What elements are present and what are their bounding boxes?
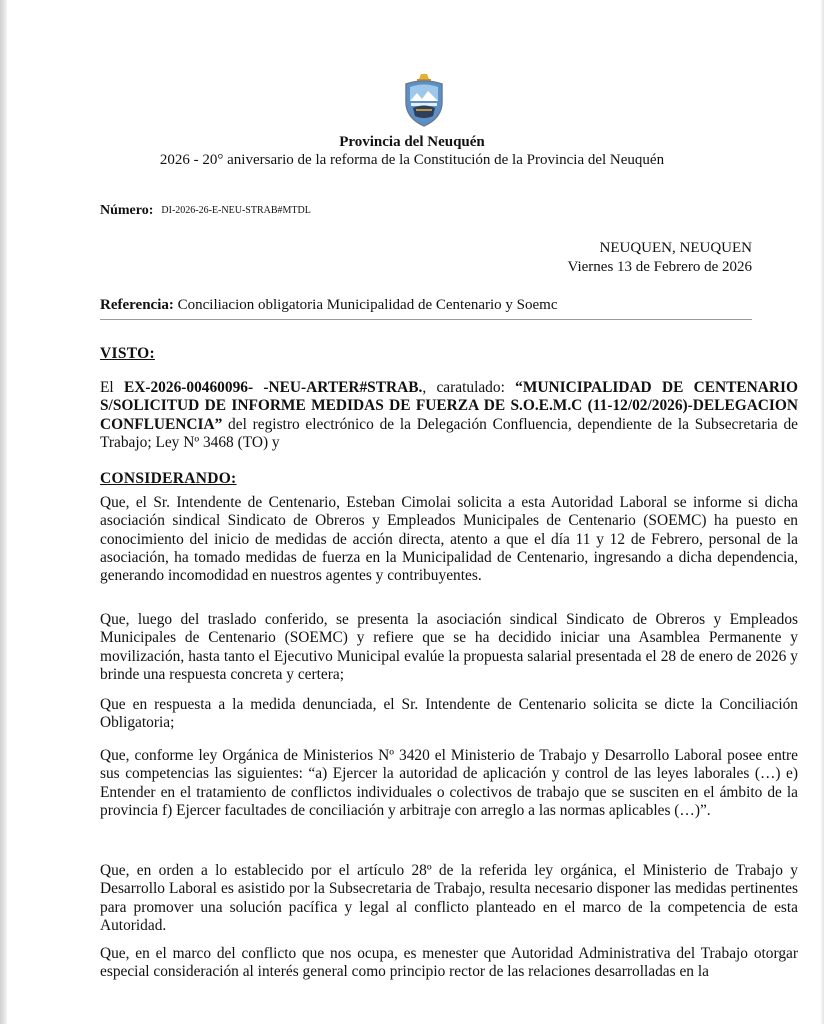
document-number-label: Número: — [100, 203, 154, 218]
province-title: Provincia del Neuquén — [339, 134, 485, 150]
document-number — [100, 203, 311, 219]
document-number-value: DI-2026-26-E-NEU-STRAB#MTDL — [161, 205, 311, 216]
considerando-paragraph-1: Que, el Sr. Intendente de Centenario, Esteban Cimolai solicita a esta Autoridad Laboral se informe si dicha asociación sindical Sindicato de Obreros y Empleados Municipales de Centenario (SOEMC) ha puesto en conocimiento del inicio de medidas de acción directa, atento a que el día 11 y 12 de Febrero, personal de la asociación, ha tomado medidas de fuerza en la Municipalidad de Centenario, ingresando a dicha dependencia, generando incomodidad en nuestros agentes y contribuyentes. — [100, 494, 798, 585]
considerando-paragraph-6: Que, en el marco del conflicto que nos ocupa, es menester que Autoridad Administrativa del Trabajo otorgar especial consideración al interés general como principio rector de las relaciones desarrolladas en la — [100, 945, 798, 981]
visto-heading: VISTO: — [100, 345, 155, 362]
considerando-heading: CONSIDERANDO: — [100, 470, 237, 487]
document-location: NEUQUEN, NEUQUEN — [599, 240, 752, 256]
reference-divider — [100, 319, 752, 320]
expediente-caption: “MUNICIPALIDAD DE CENTENARIO S/SOLICITUD DE INFORME MEDIDAS DE FUERZA DE S.O.E.M.C (11-12/02/2026)-DELEGACION CONFLUENCIA” — [100, 379, 798, 433]
visto-text-2: , caratulado: — [422, 379, 516, 396]
referencia-label: Referencia: — [100, 297, 174, 313]
considerando-paragraph-5: Que, en orden a lo establecido por el artículo 28º de la referida ley orgánica, el Ministerio de Trabajo y Desarrollo Laboral es asistido por la Subsecretaria de Trabajo, resulta necesario disponer las medidas pertinentes para promover una solución pacífica y legal al conflicto planteado en el marco de la competencia de esta Autoridad. — [100, 862, 798, 934]
referencia-line — [100, 297, 558, 314]
document-date: Viernes 13 de Febrero de 2026 — [567, 259, 752, 275]
visto-text-1: El — [100, 379, 124, 396]
referencia-text: Conciliacion obligatoria Municipalidad de Centenario y Soemc — [177, 297, 558, 313]
anniversary-subtitle: 2026 - 20° aniversario de la reforma de la Constitución de la Provincia del Neuquén — [159, 152, 665, 168]
visto-paragraph — [100, 379, 798, 452]
expediente-number: EX-2026-00460096- -NEU-ARTER#STRAB. — [123, 379, 423, 396]
considerando-paragraph-3: Que en respuesta a la medida denunciada, el Sr. Intendente de Centenario solicita se dicte la Conciliación Obligatoria; — [100, 696, 798, 732]
visto-text-3: del registro electrónico de la Delegación Confluencia, dependiente de la Subsecretaria de Trabajo; Ley Nº 3468 (TO) y — [100, 415, 798, 451]
neuquen-coat-of-arms-logo — [400, 72, 448, 128]
considerando-paragraph-4: Que, conforme ley Orgánica de Ministerios Nº 3420 el Ministerio de Trabajo y Desarrollo Laboral posee entre sus competencias las siguientes: “a) Ejercer la autoridad de aplicación y control de las leyes laborales (…) e) Entender en el tratamiento de conflictos individuales o colectivos de trabajo que se susciten en el ámbito de la provincia f) Ejercer facultades de conciliación y arbitraje con arreglo a las normas aplicables (…)”. — [100, 747, 798, 819]
considerando-paragraph-2: Que, luego del traslado conferido, se presenta la asociación sindical Sindicato de Obreros y Empleados Municipales de Centenario (SOEMC) y refiere que se ha decidido iniciar una Asamblea Permanente y movilización, hasta tanto el Ejecutivo Municipal evalúe la propuesta salarial presentada el 28 de enero de 2026 y brinde una respuesta concreta y certera; — [100, 611, 798, 683]
